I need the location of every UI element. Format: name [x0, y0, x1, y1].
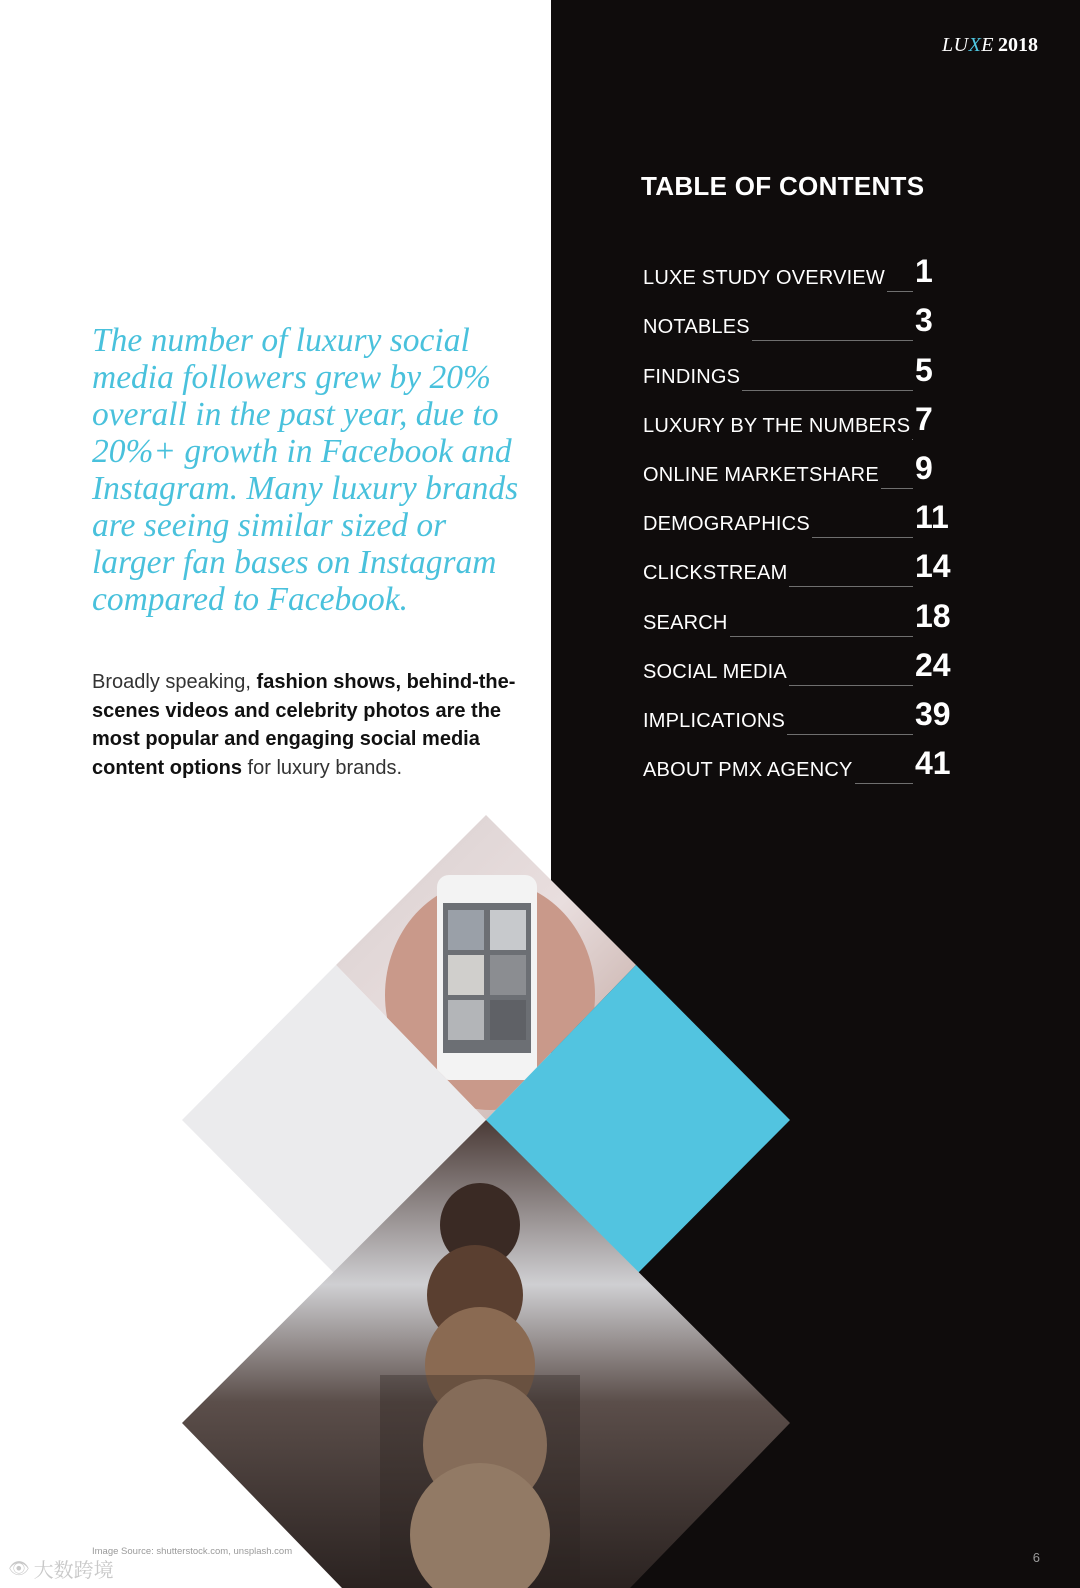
toc-leader-line	[742, 389, 913, 391]
toc-item-label: ABOUT PMX AGENCY	[643, 759, 853, 782]
body-emphasis: fashion shows, behind-the-scenes videos and celebrity photos are the most popular and engaging social media content options	[92, 671, 516, 779]
photo-collage	[180, 815, 800, 1588]
toc-item[interactable]	[643, 294, 955, 343]
toc-item-label: ONLINE MARKETSHARE	[643, 463, 879, 486]
toc-item[interactable]	[643, 540, 955, 589]
toc-item-page: 39	[915, 695, 951, 732]
toc-item-page: 5	[915, 351, 933, 388]
toc-item-page: 1	[915, 253, 933, 290]
toc-item-page: 9	[915, 449, 933, 486]
watermark	[8, 1554, 114, 1583]
toc-item[interactable]	[643, 737, 955, 786]
toc-leader-line	[881, 487, 913, 489]
toc-item-label: LUXURY BY THE NUMBERS	[643, 414, 911, 437]
toc-leader-line	[855, 782, 913, 784]
toc-item[interactable]	[643, 245, 955, 294]
toc-item-label: LUXE STUDY OVERVIEW	[643, 267, 886, 290]
toc-list	[643, 245, 955, 786]
luxe-logo: LUXE	[941, 34, 994, 56]
toc-title: TABLE OF CONTENTS	[641, 171, 925, 201]
watermark-logo-icon: 👁	[8, 1558, 30, 1579]
toc-item[interactable]	[643, 491, 955, 540]
toc-leader-line	[789, 684, 913, 686]
toc-leader-line	[787, 733, 913, 735]
toc-item[interactable]	[643, 639, 955, 688]
toc-item-label: SEARCH	[643, 611, 728, 634]
toc-item[interactable]	[643, 589, 955, 638]
toc-item[interactable]	[643, 343, 955, 392]
body-intro: Broadly speaking,	[92, 671, 257, 693]
toc-item[interactable]	[643, 688, 955, 737]
toc-item-label: DEMOGRAPHICS	[643, 513, 810, 536]
toc-item[interactable]	[643, 442, 955, 491]
report-year: 2018	[998, 34, 1038, 56]
toc-leader-line	[812, 536, 913, 538]
toc-item[interactable]	[643, 393, 955, 442]
toc-leader-line	[912, 438, 913, 440]
toc-item-page: 41	[915, 745, 951, 782]
toc-item-label: SOCIAL MEDIA	[643, 660, 787, 683]
toc-item-page: 7	[915, 400, 933, 437]
pull-quote: The number of luxury social media followers grew by 20% overall in the past year, due to 20%+ growth in Facebook and Instagram. Many luxury brands are seeing similar sized or larger fan bases on Instagram compared to Facebook.	[92, 322, 519, 618]
toc-leader-line	[730, 635, 913, 637]
toc-item-label: IMPLICATIONS	[643, 709, 786, 732]
body-paragraph	[92, 668, 522, 782]
toc-item-page: 11	[915, 499, 949, 536]
toc-item-page: 14	[915, 548, 951, 585]
toc-item-label: NOTABLES	[643, 316, 750, 339]
page-number: 6	[1032, 1550, 1040, 1565]
toc-leader-line	[789, 585, 913, 587]
toc-leader-line	[752, 339, 913, 341]
watermark-text: 大数跨境	[33, 1558, 114, 1582]
toc-leader-line	[887, 290, 913, 292]
report-brand	[942, 34, 1038, 57]
body-outro: for luxury brands.	[241, 756, 403, 779]
toc-item-label: FINDINGS	[643, 365, 741, 388]
toc-item-label: CLICKSTREAM	[643, 562, 788, 585]
toc-item-page: 18	[915, 597, 951, 634]
image-source-credit: Image Source: shutterstock.com, unsplash.com	[92, 1546, 293, 1557]
toc-item-page: 3	[915, 302, 933, 339]
toc-item-page: 24	[915, 646, 951, 683]
